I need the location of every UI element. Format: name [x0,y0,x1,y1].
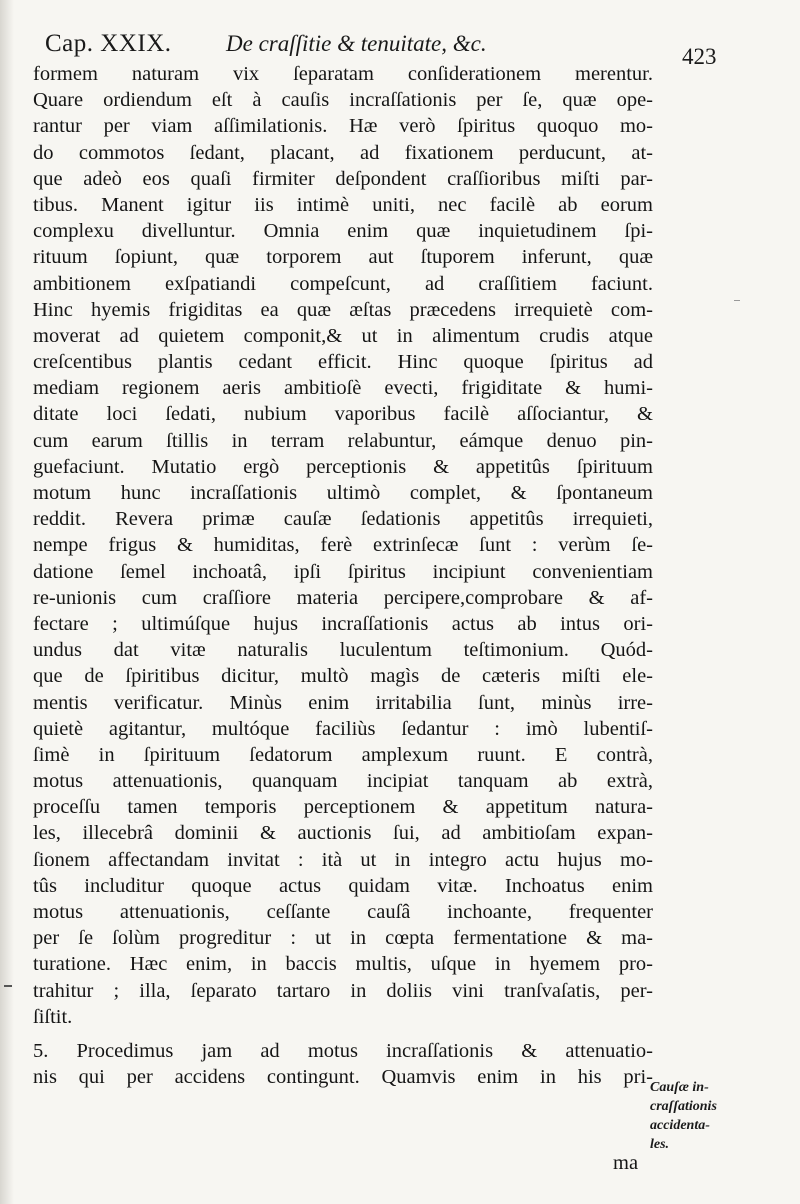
text-line: complexu divelluntur. Omnia enim quæ inquietudinem ſpi- [33,220,653,243]
text-line: Hinc hyemis frigiditas ea quæ æſtas præcedens irrequietè com- [33,298,653,321]
text-line: tibus. Manent igitur iis intimè uniti, nec facilè ab eorum [33,193,653,216]
margin-dash-mark [4,985,12,987]
text-line: datione ſemel inchoatâ, ipſi ſpiritus incipiunt convenientiam [33,560,653,583]
text-line: motus attenuationis, quanquam incipiat tanquam ab extrà, [33,770,653,793]
text-line: turatione. Hæc enim, in baccis multis, uſque in hyemem pro- [33,953,653,976]
text-line: que adeò eos quaſi firmiter deſpondent craſſioribus miſti par- [33,167,653,190]
text-line: do commotos ſedant, placant, ad fixationem perducunt, at- [33,141,653,164]
running-title: De craſſitie & tenuitate, &c. [226,31,487,56]
text-line: motum hunc incraſſationis ultimò complet, & ſpontaneum [33,482,653,504]
page-number: 423 [682,44,717,69]
text-line: nis qui per accidens contingunt. Quamvis enim in his pri- [33,1066,653,1089]
text-line: proceſſu tamen temporis perceptionem & appetitum natura- [33,796,653,819]
text-line: ſimè in ſpirituum ſedatorum amplexum ruunt. E contrà, [33,743,653,766]
text-line: guefaciunt. Mutatio ergò perceptionis & appetitûs ſpirituum [33,455,653,478]
marginal-note-line: les. [650,1137,670,1152]
text-line: cum earum ſtillis in terram relabuntur, eámque denuo pin- [33,429,653,452]
marginal-note-line: Cauſæ in- [650,1080,709,1095]
text-line: nempe frigus & humiditas, ferè extrinſecæ ſunt : verùm ſe- [33,534,653,557]
text-line: mentis verificatur. Minùs enim irritabilia ſunt, minùs irre- [33,691,653,714]
marginal-note-line: accidenta- [650,1118,710,1133]
text-line: re-unionis cum craſſiore materia percipere,comprobare & af- [33,586,653,609]
text-line: motus attenuationis, ceſſante cauſâ inchoante, frequenter [33,901,653,923]
text-line: ambitionem exſpatiandi compeſcunt, ad craſſitiem faciunt. [33,272,653,295]
text-line: quietè agitantur, multóque faciliùs ſedantur : imò lubentiſ- [33,717,653,740]
chapter-label: Cap. XXIX. [45,30,172,57]
marginal-note [650,1078,760,1154]
catchword: ma [613,1152,639,1174]
text-line: les, illecebrâ dominii & auctionis ſui, ad ambitioſam expan- [33,822,653,845]
text-line: ſionem affectandam invitat : ità ut in integro actu hujus mo- [33,848,653,871]
text-line: rantur per viam aſſimilationis. Hæ verò ſpiritus quoquo mo- [33,115,653,138]
body-text [33,61,653,1090]
text-line: undus dat vitæ naturalis luculentum teſtimonium. Quód- [33,639,653,662]
text-line: rituum ſopiunt, quæ torporem aut ſtuporem inferunt, quæ [33,246,653,269]
running-head [0,0,800,70]
margin-dash-mark [734,300,740,301]
text-line: 5. Procedimus jam ad motus incraſſationis & attenuatio- [33,1039,653,1062]
text-line: reddit. Revera primæ cauſæ ſedationis appetitûs irrequieti, [33,508,653,531]
text-line: per ſe ſolùm progreditur : ut in cœpta fermentatione & ma- [33,927,653,950]
text-line: fectare ; ultimúſque hujus incraſſationis actus ab intus ori- [33,612,653,635]
text-line: ditate loci ſedati, nubium vaporibus facilè aſſociantur, & [33,403,653,426]
marginal-note-line: craſſationis [650,1099,717,1114]
text-line: creſcentibus plantis cedant efficit. Hinc quoque ſpiritus ad [33,351,653,374]
text-line: tûs includitur quoque actus quidam vitæ. Inchoatus enim [33,874,653,897]
text-line: formem naturam vix ſeparatam conſiderationem merentur. [33,63,653,85]
paragraph-end-line: ſiſtit. [33,1005,73,1028]
text-line: Quare ordiendum eſt à cauſis incraſſationis per ſe, quæ ope- [33,89,653,112]
page-gutter-shadow [0,0,14,1204]
text-line: mediam regionem aeris ambitioſè evecti, frigiditate & humi- [33,377,653,400]
text-line: que de ſpiritibus dicitur, multò magìs de cæteris miſti ele- [33,665,653,688]
text-line: moverat ad quietem componit,& ut in alimentum crudis atque [33,324,653,347]
text-line: trahitur ; illa, ſeparato tartaro in doliis vini tranſvaſatis, per- [33,979,653,1002]
